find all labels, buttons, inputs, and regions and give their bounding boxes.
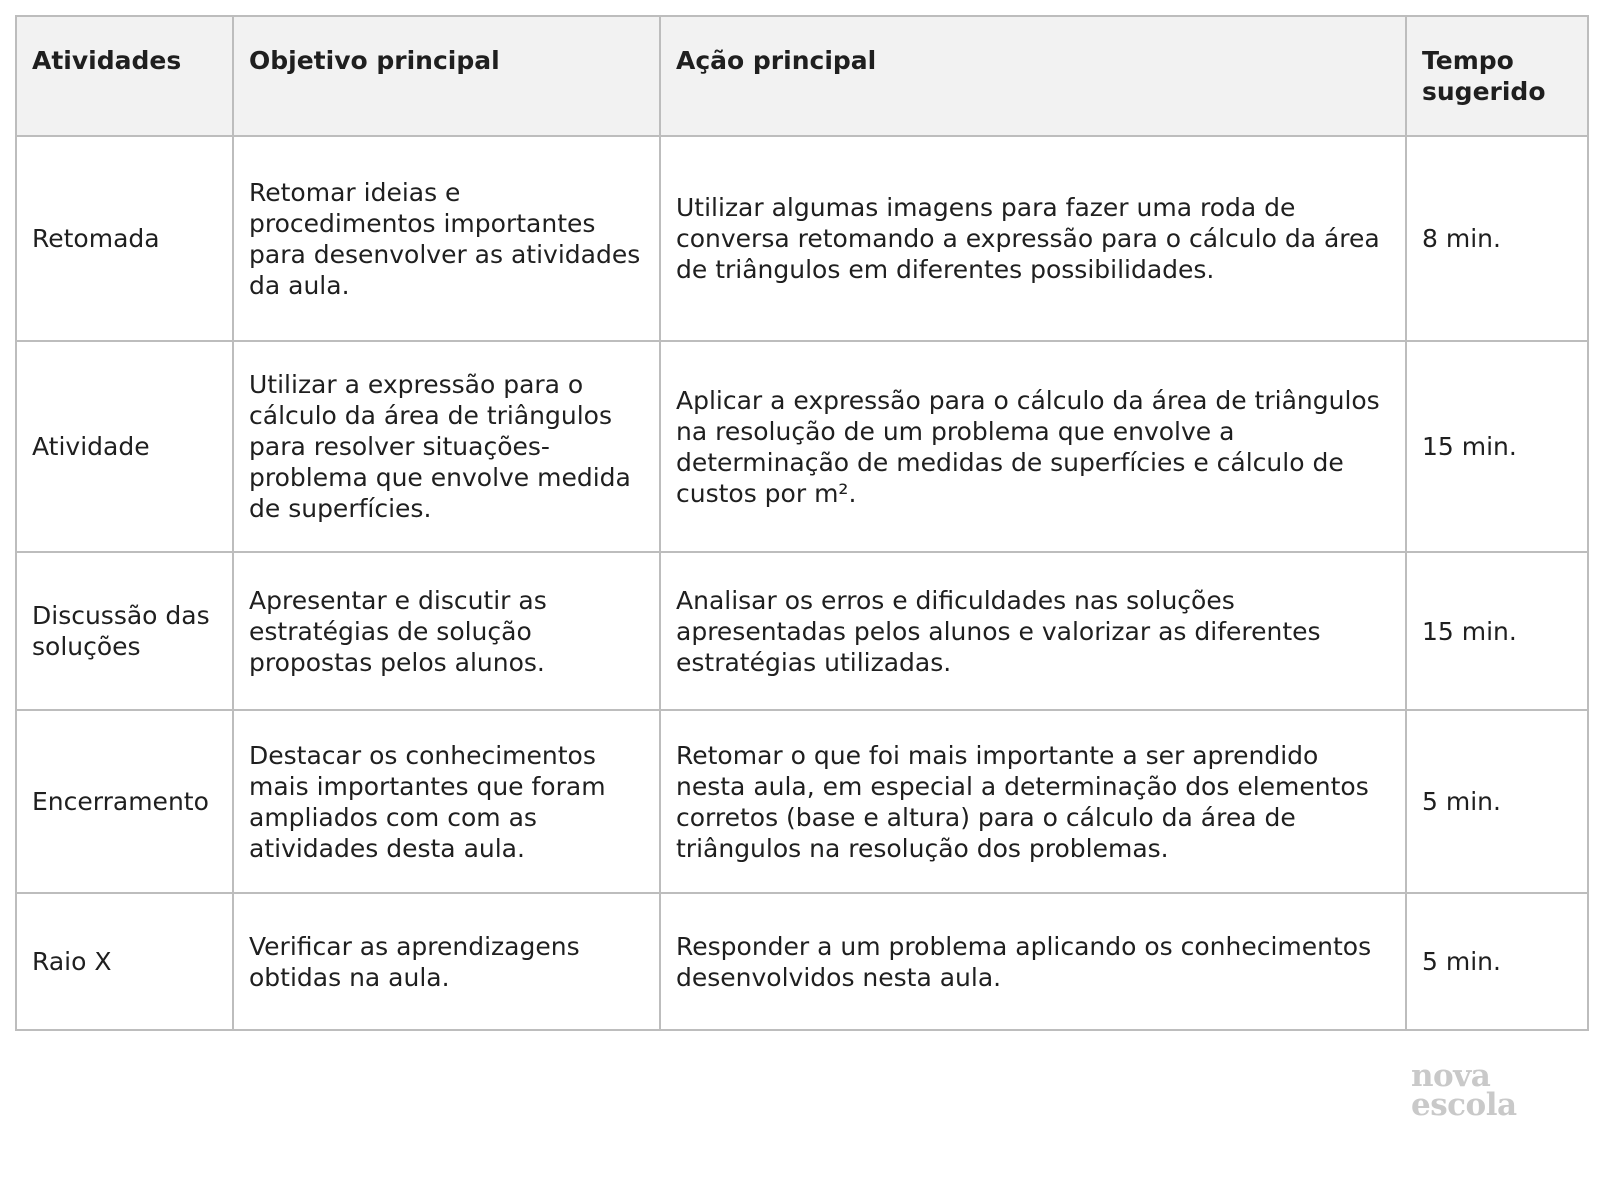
header-acao-principal: Ação principal: [660, 16, 1406, 136]
cell-tempo: 15 min.: [1406, 341, 1588, 552]
header-atividades: Atividades: [16, 16, 233, 136]
cell-acao: Analisar os erros e dificuldades nas soluções apresentadas pelos alunos e valorizar as diferentes estratégias utilizadas.: [660, 552, 1406, 710]
cell-objetivo: Utilizar a expressão para o cálculo da área de triângulos para resolver situações-problema que envolve medida de superfícies.: [233, 341, 660, 552]
cell-objetivo: Apresentar e discutir as estratégias de solução propostas pelos alunos.: [233, 552, 660, 710]
cell-tempo: 5 min.: [1406, 893, 1588, 1030]
table-header-row: [16, 16, 1588, 136]
logo-line-escola: escola: [1411, 1087, 1517, 1123]
nova-escola-logo: [1411, 1058, 1531, 1123]
header-objetivo-principal: Objetivo principal: [233, 16, 660, 136]
cell-tempo: 15 min.: [1406, 552, 1588, 710]
cell-objetivo: Destacar os conhecimentos mais importantes que foram ampliados com com as atividades desta aula.: [233, 710, 660, 893]
cell-acao: Utilizar algumas imagens para fazer uma roda de conversa retomando a expressão para o cálculo da área de triângulos em diferentes possibilidades.: [660, 136, 1406, 341]
cell-acao: Retomar o que foi mais importante a ser aprendido nesta aula, em especial a determinação dos elementos corretos (base e altura) para o cálculo da área de triângulos na resolução dos problemas.: [660, 710, 1406, 893]
cell-atividade: Retomada: [16, 136, 233, 341]
header-tempo-sugerido: Tempo sugerido: [1406, 16, 1588, 136]
cell-objetivo: Verificar as aprendizagens obtidas na aula.: [233, 893, 660, 1030]
cell-objetivo: Retomar ideias e procedimentos importantes para desenvolver as atividades da aula.: [233, 136, 660, 341]
cell-acao: Responder a um problema aplicando os conhecimentos desenvolvidos nesta aula.: [660, 893, 1406, 1030]
logo-line-nova: nova: [1411, 1058, 1491, 1094]
table-row: [16, 341, 1588, 552]
lesson-plan-table: [15, 15, 1589, 1031]
cell-atividade: Atividade: [16, 341, 233, 552]
cell-tempo: 8 min.: [1406, 136, 1588, 341]
cell-tempo: 5 min.: [1406, 710, 1588, 893]
table-row: [16, 136, 1588, 341]
cell-atividade: Encerramento: [16, 710, 233, 893]
table-row: [16, 552, 1588, 710]
cell-atividade: Raio X: [16, 893, 233, 1030]
table-row: [16, 710, 1588, 893]
cell-atividade: Discussão das soluções: [16, 552, 233, 710]
table-row: [16, 893, 1588, 1030]
cell-acao: Aplicar a expressão para o cálculo da área de triângulos na resolução de um problema que envolve a determinação de medidas de superfícies e cálculo de custos por m².: [660, 341, 1406, 552]
